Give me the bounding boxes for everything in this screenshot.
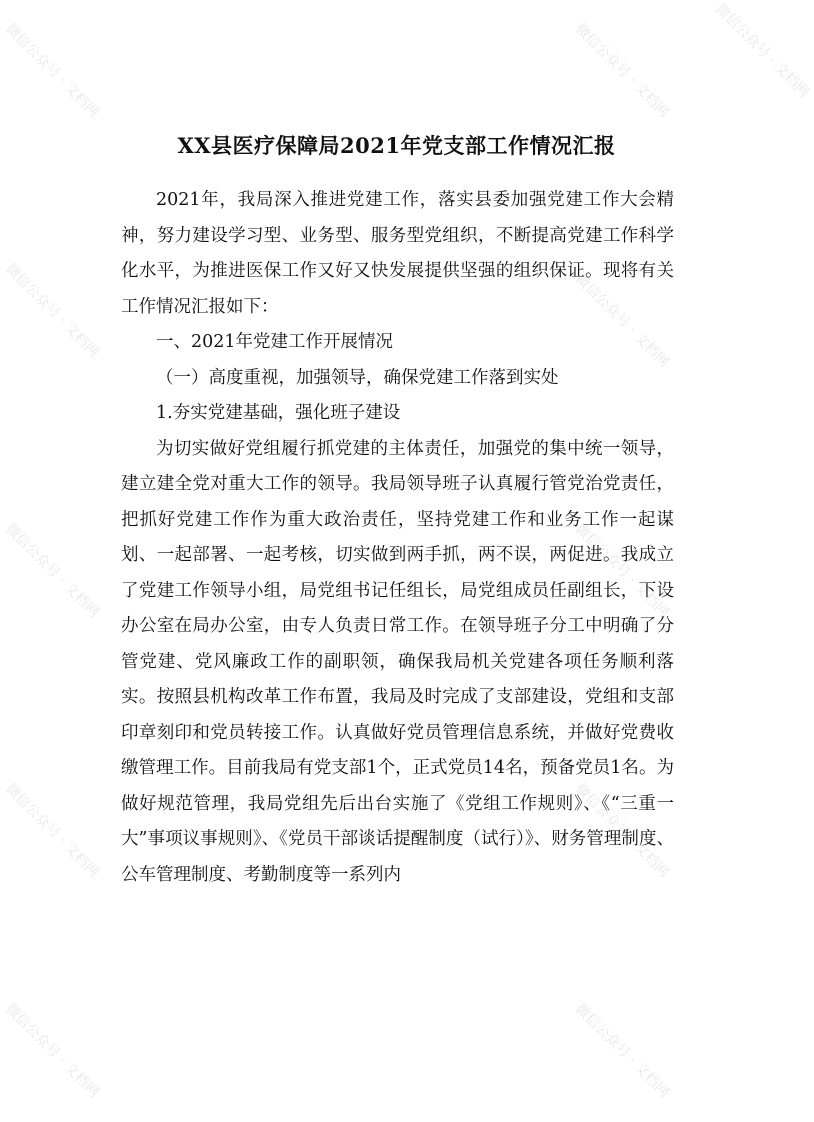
item-heading: 1.夯实党建基础，强化班子建设 <box>156 403 401 423</box>
watermark: 微信公众号 · 文档网 <box>1 780 102 881</box>
subsection-heading: （一）高度重视，加强领导，确保党建工作落到实处 <box>156 367 559 388</box>
watermark: 微信公众号 · 文档网 <box>571 270 672 371</box>
document-title: XX县医疗保障局2021年党支部工作情况汇报 <box>177 133 616 158</box>
watermark: 微信公众号 · 文档网 <box>1 520 102 621</box>
watermark: 微信公众号 · 文档网 <box>711 0 812 101</box>
watermark: 微信公众号 · 文档网 <box>1 260 102 361</box>
section-heading: 一、2021年党建工作开展情况 <box>156 332 394 352</box>
watermark: 微信公众号 · 文档网 <box>571 520 672 621</box>
intro-paragraph: 2021年，我局深入推进党建工作，落实县委加强党建工作大会精神，努力建设学习型、业务型、服务型党组织，不断提高党建工作科学化水平，为推进医保工作又好又快发展提供坚强的组织保证。现将有关工作情况汇报如下： <box>121 190 674 317</box>
document-body <box>121 183 674 893</box>
watermark: 微信公众号 · 文档网 <box>571 20 672 121</box>
body-paragraph: 为切实做好党组履行抓党建的主体责任，加强党的集中统一领导，建立建全党对重大工作的领导。我局领导班子认真履行管党治党责任，把抓好党建工作作为重大政治责任，坚持党建工作和业务工作一起谋划、一起部署、一起考核，切实做到两手抓，两不误，两促进。我成立了党建工作领导小组，局党组书记任组长，局党组成员任副组长，下设办公室在局办公室，由专人负责日常工作。在领导班子分工中明确了分管党建、党风廉政工作的副职领，确保我局机关党建各项任务顺利落实。按照县机构改革工作布置，我局及时完成了支部建设，党组和支部印章刻印和党员转接工作。认真做好党员管理信息系统，并做好党费收缴管理工作。目前我局有党支部1个，正式党员14名，预备党员1名。为做好规范管理，我局党组先后出台实施了《党组工作规则》、《“三重一大”事项议事规则》、《党员干部谈话提醒制度（试行）》、财务管理制度、公车管理制度、考勤制度等一系列内 <box>121 438 674 885</box>
watermark: 微信公众号 · 文档网 <box>1 20 102 121</box>
watermark: 微信公众号 · 文档网 <box>571 1000 672 1101</box>
watermark: 微信公众号 · 文档网 <box>571 780 672 881</box>
watermark: 微信公众号 · 文档网 <box>1 1000 102 1101</box>
